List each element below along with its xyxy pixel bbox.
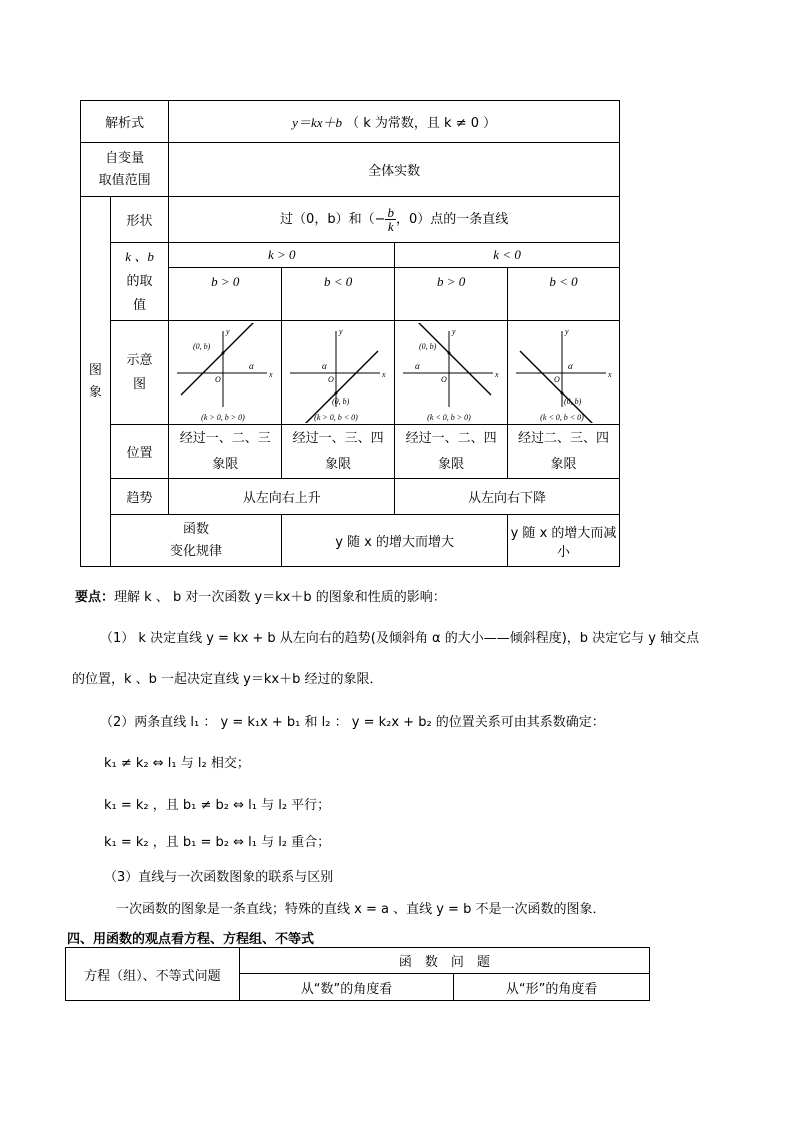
position-1: 经过一、二、三 象限: [169, 425, 282, 479]
rule-decrease: y 随 x 的增大而减小: [508, 515, 620, 567]
graph-cell-3: [395, 321, 508, 425]
x-axis-label: x: [607, 369, 612, 379]
formula-cell: y＝kx＋b （ k 为常数，且 k ≠ 0 ）: [169, 101, 620, 143]
trend-up: 从左向右上升: [169, 479, 395, 515]
intercept-label: (0, b): [563, 396, 581, 406]
function-problem-header: 函 数 问 题: [239, 948, 649, 974]
point-1-line-2: 的位置，k 、b 一起决定直线 y＝kx＋b 经过的象限．: [72, 672, 383, 687]
shape-value: 过（0，b）和（− $\frac{b}{k}$ ，0）点的一条直线: [169, 197, 620, 243]
graph-caption: (k < 0, b < 0): [539, 412, 584, 422]
equation-problem-label: 方程（组）、不等式问题: [66, 948, 240, 1001]
kb-label: k 、b 的取 值: [110, 243, 169, 321]
diagram-label: 示意 图: [110, 321, 169, 425]
y-axis-label: y: [564, 326, 569, 336]
k-negative: k < 0: [395, 243, 620, 268]
graph-cell-2: [282, 321, 395, 425]
angle-label: α: [415, 360, 420, 371]
shape-view: 从“形”的角度看: [454, 974, 650, 1001]
rule-label: 函数 变化规律: [110, 515, 281, 567]
equation-function-table: [65, 947, 650, 1001]
intercept-point: [222, 351, 225, 354]
position-4: 经过二、三、四 象限: [508, 425, 620, 479]
x-axis-label: x: [269, 369, 273, 379]
y-axis-label: y: [226, 326, 230, 336]
graph-caption: (k > 0, b > 0): [201, 412, 246, 422]
x-axis-label: x: [495, 369, 499, 379]
graph-caption: (k > 0, b < 0): [314, 412, 359, 422]
intercept-label: (0, b): [419, 341, 437, 351]
position-label: 位置: [110, 425, 169, 479]
trend-down: 从左向右下降: [395, 479, 620, 515]
angle-label: α: [322, 360, 327, 371]
position-3: 经过一、二、四 象限: [395, 425, 508, 479]
angle-label: α: [249, 360, 254, 371]
point-2: （2）两条直线 l₁ ： y = k₁x + b₁ 和 l₂ ： y = k₂x + b₂ 的位置关系可由其系数确定：: [100, 715, 605, 730]
b-negative-2: b < 0: [508, 268, 620, 321]
origin-label: O: [553, 374, 560, 384]
graph-4: [512, 323, 616, 423]
b-positive-2: b > 0: [395, 268, 508, 321]
graph-3: [399, 323, 503, 423]
y-axis-label: y: [339, 326, 343, 336]
formula-label: 解析式: [81, 101, 169, 143]
position-2: 经过一、三、四 象限: [282, 425, 395, 479]
intercept-point: [448, 351, 451, 354]
intercept-label: (0, b): [332, 396, 350, 406]
section-4-heading: 四、用函数的观点看方程、方程组、不等式: [67, 932, 315, 947]
point-3-body: 一次函数的图象是一条直线；特殊的直线 x = a 、直线 y = b 不是一次函数的图象．: [116, 902, 606, 917]
point-1-line-1: （1） k 决定直线 y = kx + b 从左向右的趋势(及倾斜角 α 的大小——倾斜程度)，b 决定它与 y 轴交点: [100, 631, 700, 646]
intercept-label: (0, b): [193, 341, 211, 351]
trend-label: 趋势: [110, 479, 169, 515]
k-positive: k > 0: [169, 243, 395, 268]
graph-cell-4: [508, 321, 620, 425]
x-axis-label: x: [382, 369, 386, 379]
condition-parallel: k₁ = k₂ ，且 b₁ ≠ b₂ ⇔ l₁ 与 l₂ 平行；: [104, 798, 331, 813]
graph-1: [173, 323, 277, 423]
condition-intersect: k₁ ≠ k₂ ⇔ l₁ 与 l₂ 相交；: [104, 756, 250, 771]
origin-label: O: [441, 374, 447, 384]
b-positive-1: b > 0: [169, 268, 282, 321]
origin-label: O: [215, 374, 222, 384]
condition-coincide: k₁ = k₂ ，且 b₁ = b₂ ⇔ l₁ 与 l₂ 重合；: [104, 835, 331, 850]
linear-function-table: [80, 100, 620, 567]
origin-label: O: [328, 374, 334, 384]
angle-label: α: [567, 360, 573, 371]
image-label: 图 象: [81, 197, 111, 567]
rule-increase: y 随 x 的增大而增大: [282, 515, 508, 567]
shape-label: 形状: [110, 197, 169, 243]
graph-caption: (k < 0, b > 0): [427, 412, 471, 422]
graph-cell-1: [169, 321, 282, 425]
y-axis-label: y: [452, 326, 456, 336]
graph-2: [286, 323, 390, 423]
b-negative-1: b < 0: [282, 268, 395, 321]
domain-label: 自变量 取值范围: [81, 143, 169, 197]
key-point: 要点：理解 k 、 b 对一次函数 y＝kx＋b 的图象和性质的影响：: [75, 590, 446, 605]
intercept-point: [560, 391, 563, 394]
number-view: 从“数”的角度看: [239, 974, 454, 1001]
point-3: （3）直线与一次函数图象的联系与区别: [104, 870, 334, 885]
intercept-point: [335, 391, 338, 394]
domain-value: 全体实数: [169, 143, 620, 197]
